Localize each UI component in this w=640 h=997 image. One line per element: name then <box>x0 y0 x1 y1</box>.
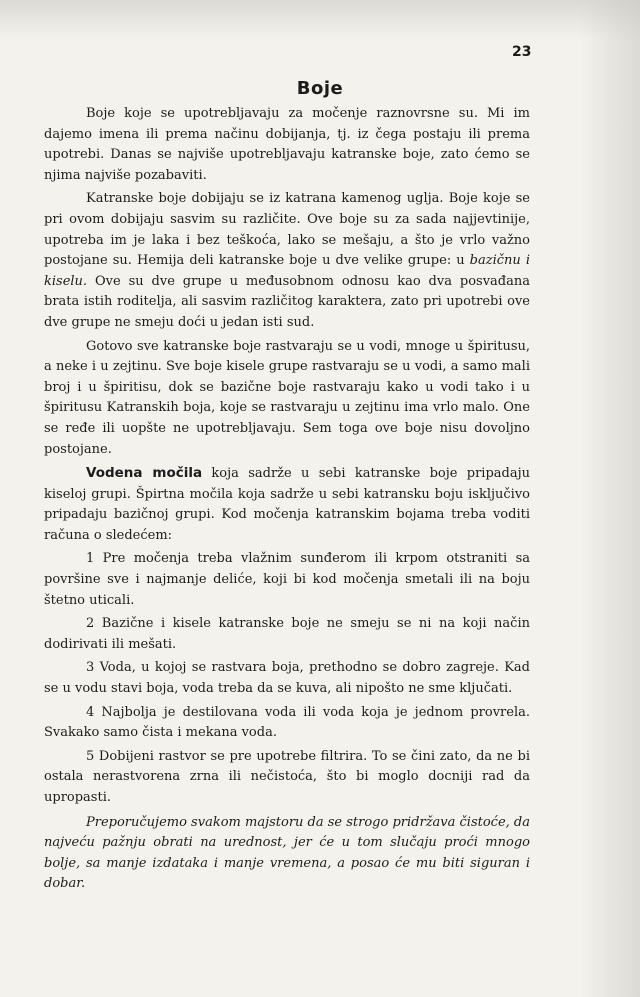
list-item: 1 Pre močenja treba vlažnim sunđerom ili krpom otstraniti sa površine sve i najmanje deliće, koji bi kod močenja smetali ili na boju štetno uticali. <box>44 551 530 608</box>
term-vodena-mocila: Vodena močila <box>86 465 203 482</box>
scan-shadow-right <box>580 0 640 997</box>
paragraph-vodena-mocila <box>44 463 530 546</box>
paragraph-vodena-mocila-rest: koja sadrže u sebi katranske boje pripadaju kiseloj grupi. Špirtna močila koja sadrže u sebi katransku boju isključivo pripadaju bazičnoj grupi. Kod močenja katranskim bojama treba voditi računa o sledećem: <box>44 466 530 543</box>
list-item: 2 Bazične i kisele katranske boje ne smeju se ni na koji način dodirivati ili mešati. <box>44 616 530 652</box>
page-number: 23 <box>512 44 532 60</box>
paragraph-solubility: Gotovo sve katranske boje rastvaraju se u vodi, mnoge u špiritusu, a neke i u zejtinu. Sve boje kisele grupe rastvaraju se u vodi, a samo mali broj i u špiritisu, dok se bazične boje rastvaraju kako u vodi tako i u špiritusu Katranskih boja, koje se rastvaraju u zejtinu ima vrlo malo. One se ređe ili uopšte ne upotrebljavaju. Sem toga ove boje nisu dovoljno postojane. <box>44 338 530 457</box>
paragraph-katranske <box>44 189 530 333</box>
emphasis-groups: bazičnu i kiselu. <box>44 253 530 289</box>
scan-shadow-top <box>0 0 640 40</box>
list-item: 5 Dobijeni rastvor se pre upotrebe filtrira. To se čini zato, da ne bi ostala nerastvorena zrna ili nečistoća, što bi moglo docniji rad da upropasti. <box>44 748 530 805</box>
page-title: Boje <box>296 78 344 99</box>
recommendation-note: Preporučujemo svakom majstoru da se strogo pridržava čistoće, da najveću pažnju obrati na urednost, jer će u tom slučaju proći mnogo bolje, sa manje izdataka i manje vremena, a posao će mu biti siguran i dobar. <box>44 814 530 892</box>
list-item: 3 Voda, u kojoj se rastvara boja, prethodno se dobro zagreje. Kad se u vodu stavi boja, voda treba da se kuva, ali nipošto ne sme ključati. <box>44 660 530 697</box>
article-body <box>44 104 530 898</box>
paragraph-katranske-part-a: Katranske boje dobijaju se iz katrana kamenog uglja. Boje koje se pri ovom dobijaju sasvim su različite. Ove boje su za sada najjevtinije, upotreba im je laka i bez teškoća, lako se mešaju, a što je vrlo važno postojane su. Hemija deli katranske boje u dve velike grupe: u <box>44 191 530 269</box>
paragraph-intro: Boje koje se upotrebljavaju za močenje raznovrsne su. Mi im dajemo imena ili prema načinu dobijanja, tj. iz čega postaju ili prema upotrebi. Danas se najviše upotrebljavaju katranske boje, zato ćemo se njima najviše pozabaviti. <box>44 106 530 183</box>
paragraph-katranske-part-b: Ove su dve grupe u međusobnom odnosu kao dva posvađana brata istih roditelja, ali sasvim različitog karaktera, zato pri upotrebi ove dve grupe ne smeju doći u jedan isti sud. <box>44 273 530 330</box>
list-item: 4 Najbolja je destilovana voda ili voda koja je jednom provrela. Svakako samo čista i mekana voda. <box>44 704 530 741</box>
